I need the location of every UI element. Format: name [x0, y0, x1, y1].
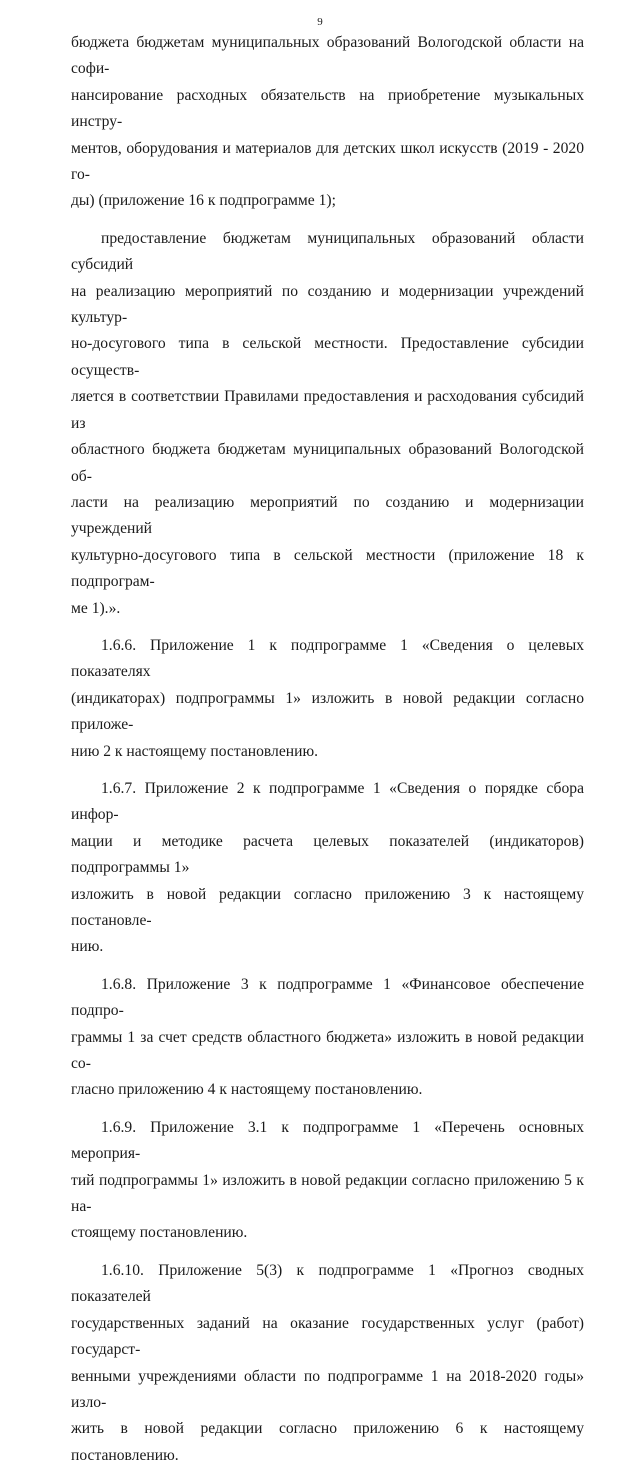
paragraph-1-6-9: 1.6.9. Приложение 3.1 к подпрограмме 1 «Перечень основных мероприя- тий подпрограммы 1» изложить в новой редакции согласно приложению 5 к на- стоящему постановлению.: [71, 1118, 584, 1242]
paragraph-1-6-6: 1.6.6. Приложение 1 к подпрограмме 1 «Сведения о целевых показателях (индикаторах) подпрограммы 1» изложить в новой редакции согласно приложе- нию 2 к настоящему постановлению.: [71, 636, 584, 760]
paragraph-continuation: бюджета бюджетам муниципальных образований Вологодской области на софи- нансирование расходных обязательств на приобретение музыкальных инстру- ментов, оборудования и материалов для детских школ искусств (2019 - 2020 го- ды) (приложение 16 к подпрограмме 1);: [71, 34, 584, 210]
paragraph-subsidy-rural-culture: предоставление бюджетам муниципальных образований области субсидий на реализацию мероприятий по созданию и модернизации учреждений культур- но-досугового типа в сельской местности. Предоставление субсидии осуществ- ляется в соответствии Правилами предоставления и расходования субсидий из областного бюджета бюджетам муниципальных образований Вологодской об- ласти на реализацию мероприятий по созданию и модернизации учреждений культурно-досугового типа в сельской местности (приложение 18 к подпрограм- ме 1).».: [71, 229, 584, 617]
paragraph-1-6-7: 1.6.7. Приложение 2 к подпрограмме 1 «Сведения о порядке сбора инфор- мации и методике расчета целевых показателей (индикаторов) подпрограммы 1» изложить в новой редакции согласно приложению 3 к настоящему постановле- нию.: [71, 779, 584, 956]
paragraph-1-6-10: 1.6.10. Приложение 5(3) к подпрограмме 1 «Прогноз сводных показателей государственных заданий на оказание государственных услуг (работ) государст- венными учреждениями области по подпрограмме 1 на 2018-2020 годы» изло- жить в новой редакции согласно приложению 6 к настоящему постановлению.: [71, 1261, 584, 1464]
document-body: [71, 30, 584, 1469]
paragraph-1-6-8: 1.6.8. Приложение 3 к подпрограмме 1 «Финансовое обеспечение подпро- граммы 1 за счет средств областного бюджета» изложить в новой редакции со- гласно приложению 4 к настоящему постановлению.: [71, 975, 584, 1099]
page-number: 9: [317, 16, 323, 28]
